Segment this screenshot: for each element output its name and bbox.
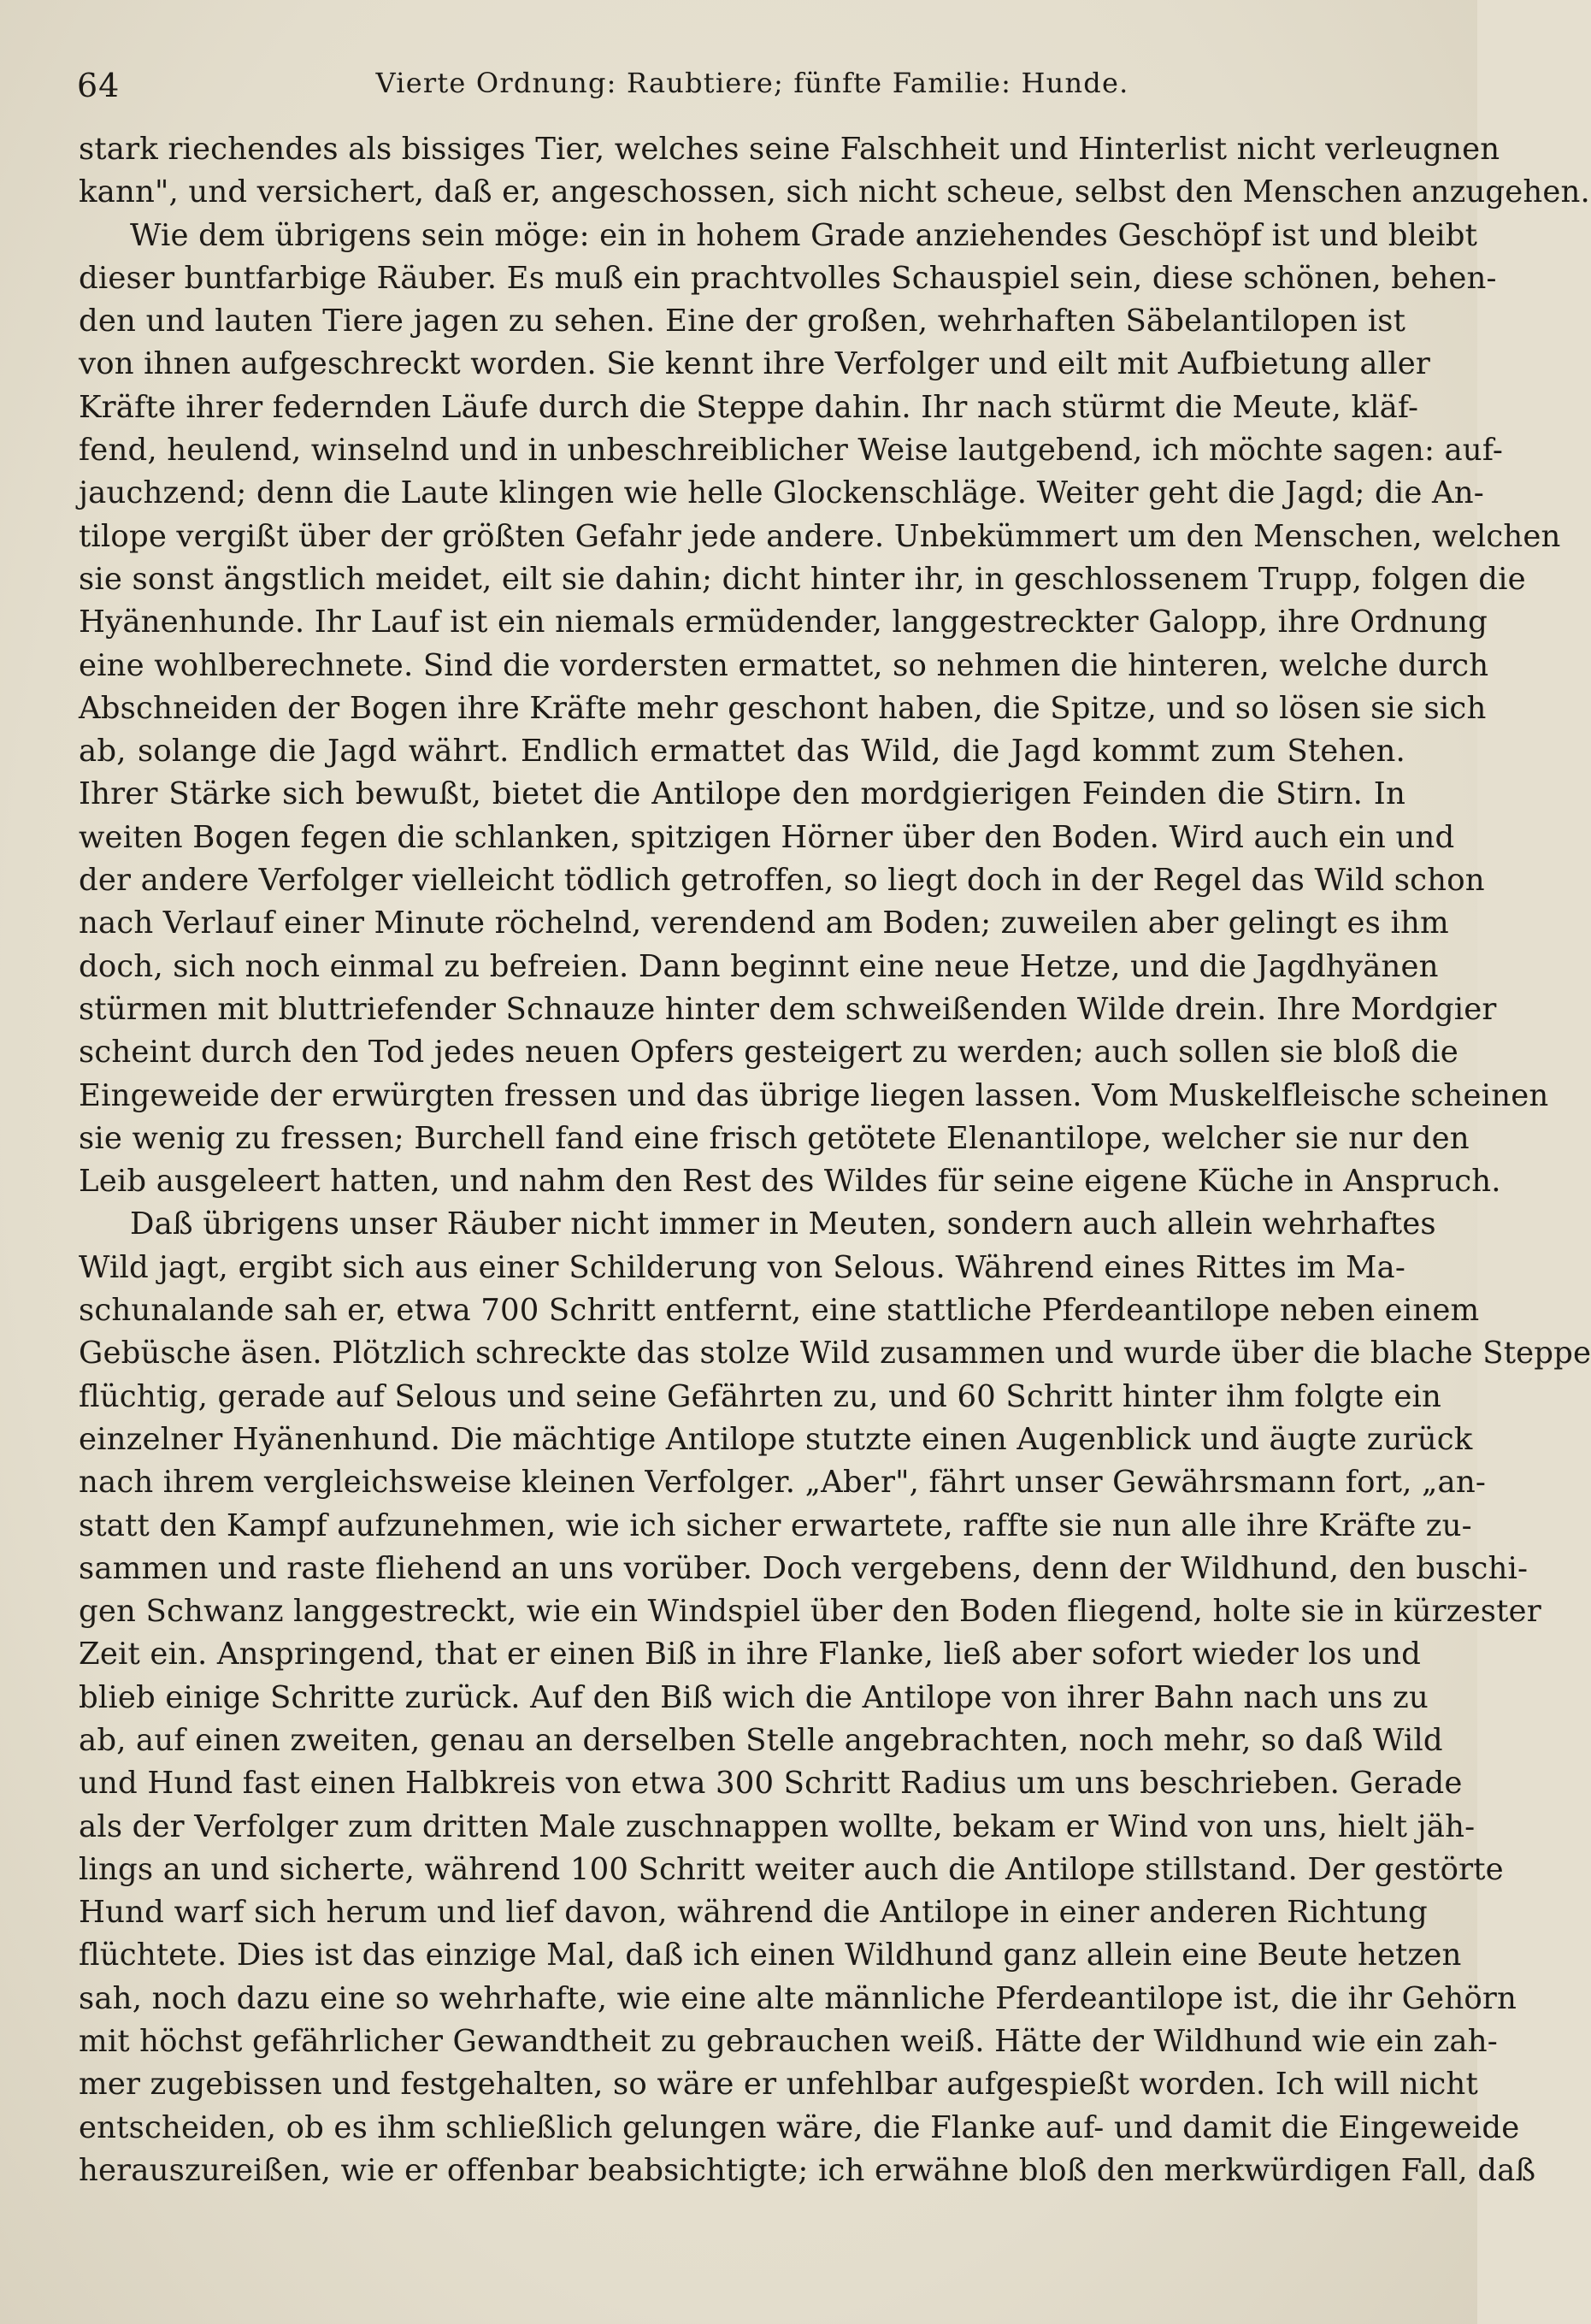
text-line: gen Schwanz langgestreckt, wie ein Windspiel über den Boden fliegend, holte sie in kürzester [79,1594,1541,1630]
text-line: eine wohlberechnete. Sind die vordersten ermattet, so nehmen die hinteren, welche durch [79,647,1489,683]
text-line: Kräfte ihrer federnden Läufe durch die Steppe dahin. Ihr nach stürmt die Meute, kläf- [79,389,1419,425]
text-line: ab, auf einen zweiten, genau an derselben Stelle angebrachten, noch mehr, so daß Wild [79,1722,1443,1758]
body-text [79,128,1591,2192]
text-line: einzelner Hyänenhund. Die mächtige Antilope stutzte einen Augenblick und äugte zurück [79,1421,1473,1457]
page-number: 64 [77,67,121,104]
text-line: als der Verfolger zum dritten Male zuschnappen wollte, bekam er Wind von uns, hielt jäh- [79,1808,1476,1844]
text-line: Hund warf sich herum und lief davon, während die Antilope in einer anderen Richtung [79,1895,1428,1931]
text-line: entscheiden, ob es ihm schließlich gelungen wäre, die Flanke auf- und damit die Eingeweide [79,2109,1520,2145]
text-line: von ihnen aufgeschreckt worden. Sie kennt ihre Verfolger und eilt mit Aufbietung aller [79,346,1431,382]
text-line: Wild jagt, ergibt sich aus einer Schilderung von Selous. Während eines Rittes im Ma- [79,1249,1405,1285]
text-line: sie sonst ängstlich meidet, eilt sie dahin; dicht hinter ihr, in geschlossenem Trupp, folgen die [79,561,1526,597]
text-line: Daß übrigens unser Räuber nicht immer in Meuten, sondern auch allein wehrhaftes [130,1206,1436,1242]
text-line: der andere Verfolger vielleicht tödlich getroffen, so liegt doch in der Regel das Wild schon [79,863,1485,899]
text-line: mer zugebissen und festgehalten, so wäre er unfehlbar aufgespießt worden. Ich will nicht [79,2067,1478,2103]
text-line: jauchzend; denn die Laute klingen wie helle Glockenschläge. Weiter geht die Jagd; die An- [79,475,1484,511]
text-line: scheint durch den Tod jedes neuen Opfers gesteigert zu werden; auch sollen sie bloß die [79,1035,1458,1071]
text-line: den und lauten Tiere jagen zu sehen. Eine der großen, wehrhaften Säbelantilopen ist [79,304,1405,339]
text-line: Ihrer Stärke sich bewußt, bietet die Antilope den mordgierigen Feinden die Stirn. In [79,776,1405,812]
text-line: sammen und raste fliehend an uns vorüber. Doch vergebens, denn der Wildhund, den buschi- [79,1550,1529,1586]
text-line: Wie dem übrigens sein möge: ein in hohem Grade anziehendes Geschöpf ist und bleibt [130,217,1478,253]
text-line: flüchtete. Dies ist das einzige Mal, daß ich einen Wildhund ganz allein eine Beute hetzen [79,1938,1462,1973]
text-line: und Hund fast einen Halbkreis von etwa 300 Schritt Radius um uns beschrieben. Gerade [79,1766,1463,1802]
text-line: stark riechendes als bissiges Tier, welches seine Falschheit und Hinterlist nicht verleugnen [79,132,1500,167]
text-line: schunalande sah er, etwa 700 Schritt entfernt, eine stattliche Pferdeantilope neben einem [79,1293,1480,1329]
text-line: ab, solange die Jagd währt. Endlich ermattet das Wild, die Jagd kommt zum Stehen. [79,734,1405,770]
text-line: sah, noch dazu eine so wehrhafte, wie eine alte männliche Pferdeantilope ist, die ihr Gehörn [79,1980,1517,2016]
text-line: sie wenig zu fressen; Burchell fand eine frisch getötete Elenantilope, welcher sie nur den [79,1120,1470,1156]
text-line: weiten Bogen fegen die schlanken, spitzigen Hörner über den Boden. Wird auch ein und [79,819,1455,855]
text-line: nach ihrem vergleichsweise kleinen Verfolger. „Aber", fährt unser Gewährsmann fort, „an- [79,1465,1487,1501]
text-line: mit höchst gefährlicher Gewandtheit zu gebrauchen weiß. Hätte der Wildhund wie ein zah- [79,2024,1498,2060]
page-header [77,67,1428,118]
running-title: Vierte Ordnung: Raubtiere; fünfte Familie: Hunde. [375,67,1129,99]
text-line: Hyänenhunde. Ihr Lauf ist ein niemals ermüdender, langgestreckter Galopp, ihre Ordnung [79,605,1488,640]
text-line: stürmen mit bluttriefender Schnauze hinter dem schweißenden Wilde drein. Ihre Mordgier [79,991,1497,1027]
text-line: tilope vergißt über der größten Gefahr jede andere. Unbekümmert um den Menschen, welchen [79,518,1561,554]
text-line: doch, sich noch einmal zu befreien. Dann beginnt eine neue Hetze, und die Jagdhyänen [79,948,1439,984]
text-line: Eingeweide der erwürgten fressen und das übrige liegen lassen. Vom Muskelfleische scheinen [79,1077,1549,1113]
text-line: Leib ausgeleert hatten, und nahm den Rest des Wildes für seine eigene Küche in Anspruch. [79,1164,1501,1200]
text-line: kann", und versichert, daß er, angeschossen, sich nicht scheue, selbst den Menschen anzugehen. [79,174,1590,210]
text-line: fend, heulend, winselnd und in unbeschreiblicher Weise lautgebend, ich möchte sagen: auf- [79,433,1503,469]
text-line: lings an und sicherte, während 100 Schritt weiter auch die Antilope stillstand. Der gestörte [79,1851,1504,1887]
text-line: nach Verlauf einer Minute röchelnd, verendend am Boden; zuweilen aber gelingt es ihm [79,905,1449,941]
text-line: herauszureißen, wie er offenbar beabsichtigte; ich erwähne bloß den merkwürdigen Fall, daß [79,2152,1536,2188]
text-line: blieb einige Schritte zurück. Auf den Biß wich die Antilope von ihrer Bahn nach uns zu [79,1679,1429,1715]
text-line: flüchtig, gerade auf Selous und seine Gefährten zu, und 60 Schritt hinter ihm folgte ein [79,1378,1442,1414]
text-line: Gebüsche äsen. Plötzlich schreckte das stolze Wild zusammen und wurde über die blache Steppe [79,1336,1591,1371]
text-line: statt den Kampf aufzunehmen, wie ich sicher erwartete, raffte sie nun alle ihre Kräfte zu- [79,1507,1472,1543]
text-line: dieser buntfarbige Räuber. Es muß ein prachtvolles Schauspiel sein, diese schönen, behen- [79,260,1497,296]
text-line: Zeit ein. Anspringend, that er einen Biß in ihre Flanke, ließ aber sofort wieder los und [79,1637,1422,1672]
text-line: Abschneiden der Bogen ihre Kräfte mehr geschont haben, die Spitze, und so lösen sie sich [79,690,1487,726]
